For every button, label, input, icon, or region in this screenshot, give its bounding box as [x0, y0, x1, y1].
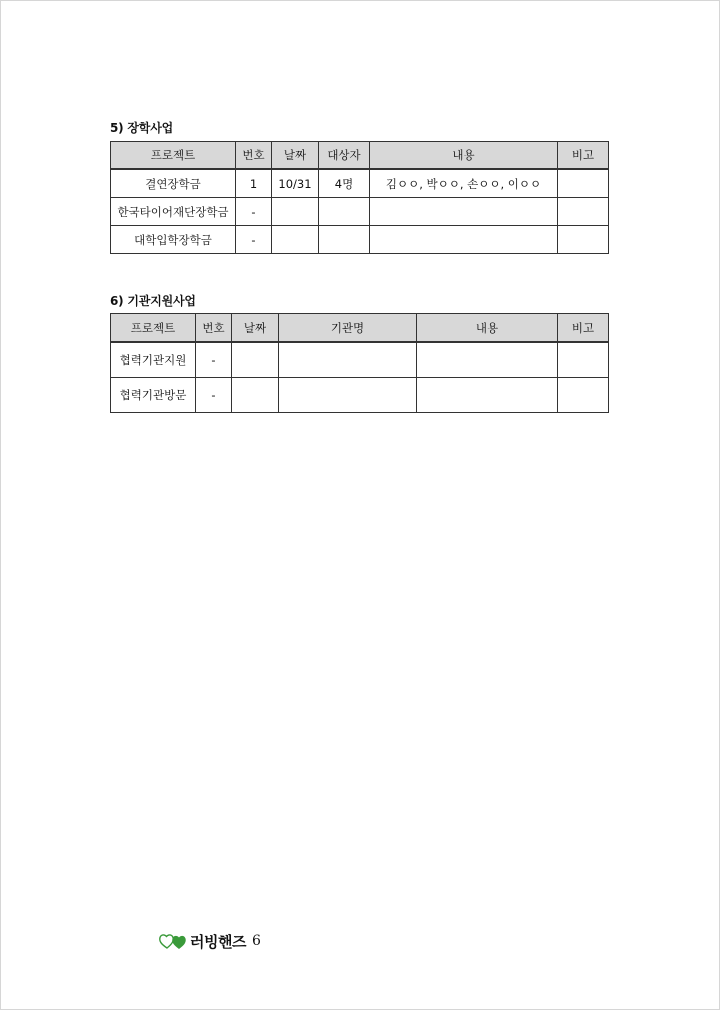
cell-date: [272, 198, 319, 226]
header-project: 프로젝트: [111, 314, 196, 343]
header-content: 내용: [417, 314, 558, 343]
cell-number: -: [196, 342, 232, 378]
header-content: 내용: [370, 142, 558, 170]
footer: [158, 930, 261, 952]
cell-number: -: [236, 198, 272, 226]
cell-project: 결연장학금: [111, 169, 236, 198]
cell-date: 10/31: [272, 169, 319, 198]
table-row: [111, 342, 609, 378]
table-header-row: [111, 142, 609, 170]
section-6-title: 6) 기관지원사업: [110, 294, 196, 308]
section-5-title: 5) 장학사업: [110, 121, 173, 135]
cell-number: 1: [236, 169, 272, 198]
cell-date: [232, 342, 279, 378]
table-row: [111, 378, 609, 413]
table-header-row: [111, 314, 609, 343]
brand-name: 러빙핸즈: [190, 932, 246, 951]
header-date: 날짜: [232, 314, 279, 343]
cell-note: [558, 169, 609, 198]
cell-note: [558, 198, 609, 226]
cell-content: [417, 378, 558, 413]
header-note: 비고: [558, 314, 609, 343]
cell-agency: [279, 342, 417, 378]
cell-content: [370, 226, 558, 254]
header-note: 비고: [558, 142, 609, 170]
cell-number: -: [196, 378, 232, 413]
cell-recipient: 4명: [319, 169, 370, 198]
hearts-logo-icon: [158, 930, 188, 952]
cell-note: [558, 226, 609, 254]
cell-date: [232, 378, 279, 413]
cell-recipient: [319, 226, 370, 254]
table-row: [111, 226, 609, 254]
cell-note: [558, 342, 609, 378]
cell-recipient: [319, 198, 370, 226]
cell-project: 협력기관방문: [111, 378, 196, 413]
agency-support-table: [110, 313, 609, 413]
cell-content: [370, 198, 558, 226]
header-agency: 기관명: [279, 314, 417, 343]
cell-number: -: [236, 226, 272, 254]
cell-content: [417, 342, 558, 378]
header-date: 날짜: [272, 142, 319, 170]
cell-project: 대학입학장학금: [111, 226, 236, 254]
header-recipient: 대상자: [319, 142, 370, 170]
cell-content: 김ㅇㅇ, 박ㅇㅇ, 손ㅇㅇ, 이ㅇㅇ: [370, 169, 558, 198]
table-row: [111, 198, 609, 226]
table-row: [111, 169, 609, 198]
header-project: 프로젝트: [111, 142, 236, 170]
cell-project: 한국타이어재단장학금: [111, 198, 236, 226]
scholarship-table: [110, 141, 609, 254]
header-number: 번호: [196, 314, 232, 343]
cell-date: [272, 226, 319, 254]
page-number: 6: [251, 933, 261, 949]
cell-agency: [279, 378, 417, 413]
cell-project: 협력기관지원: [111, 342, 196, 378]
header-number: 번호: [236, 142, 272, 170]
cell-note: [558, 378, 609, 413]
